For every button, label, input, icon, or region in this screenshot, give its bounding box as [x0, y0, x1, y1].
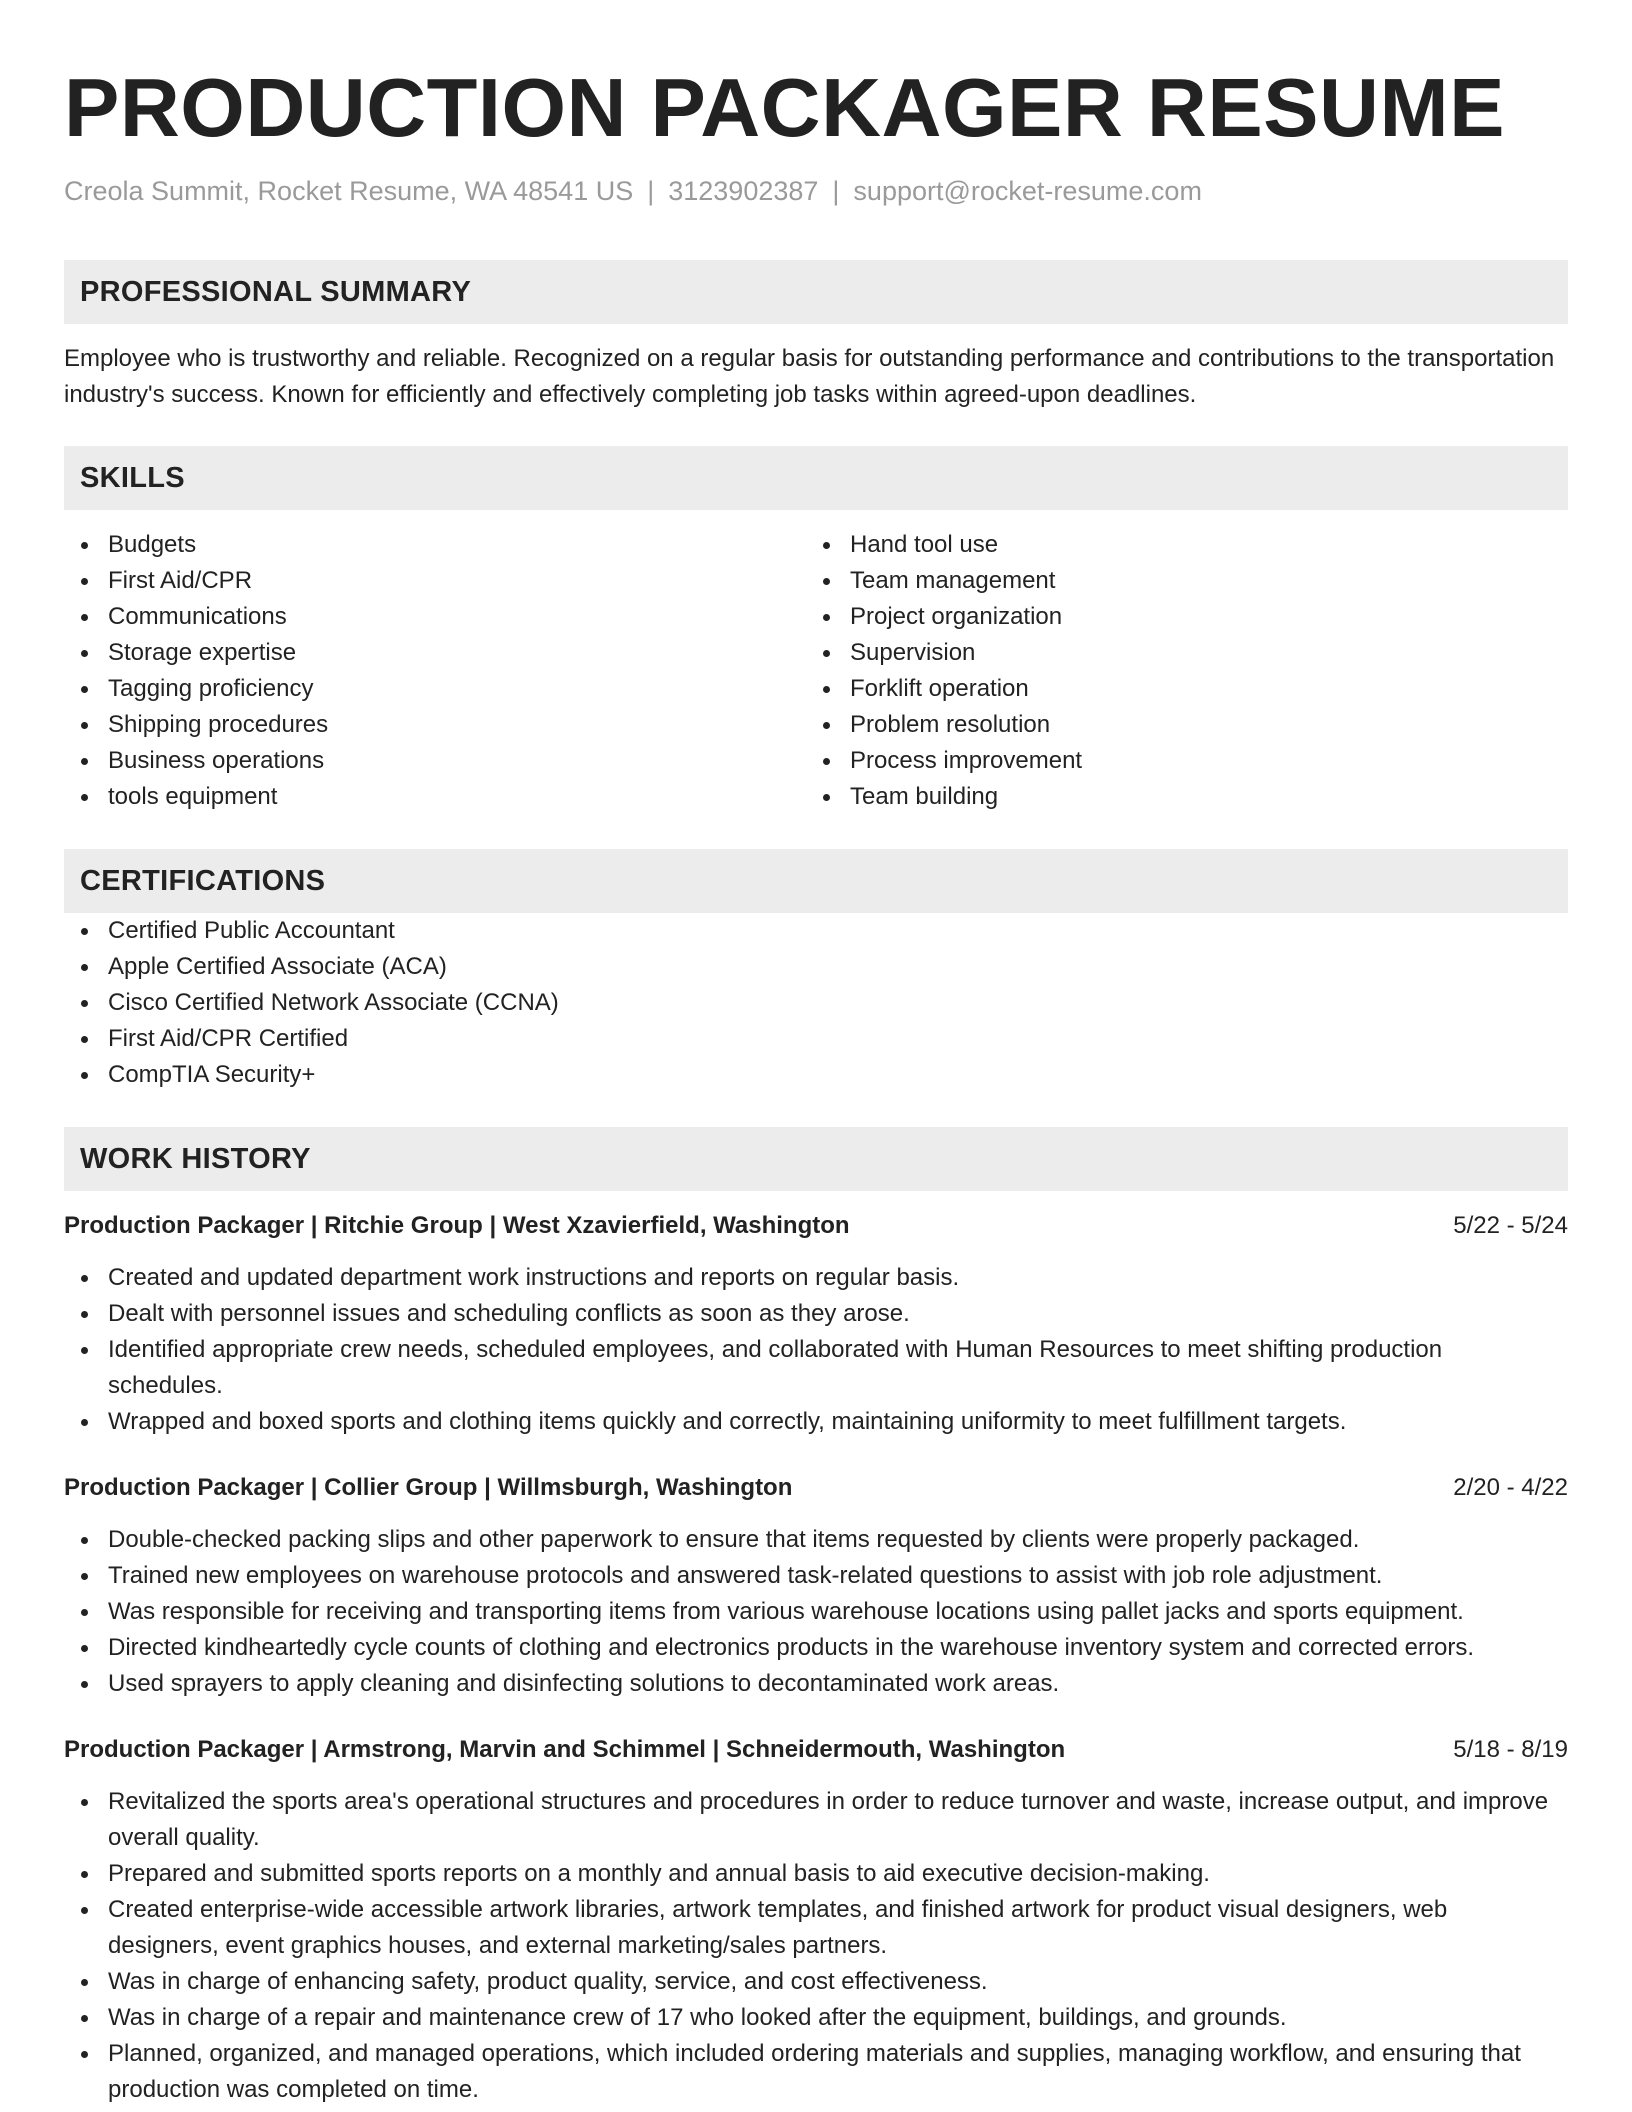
- skill-item: Problem resolution: [806, 707, 1548, 743]
- contact-separator: |: [832, 176, 840, 206]
- skill-item: tools equipment: [64, 779, 806, 815]
- certifications-list: [64, 913, 1568, 1093]
- contact-line: [64, 174, 1568, 208]
- job-bullet: Created and updated department work instructions and reports on regular basis.: [64, 1260, 1568, 1296]
- skill-item: Hand tool use: [806, 527, 1548, 563]
- contact-email[interactable]: support@rocket-resume.com: [853, 176, 1202, 206]
- skill-item: Business operations: [64, 743, 806, 779]
- section-header-summary: PROFESSIONAL SUMMARY: [64, 260, 1568, 324]
- job-bullet: Planned, organized, and managed operations, which included ordering materials and supplies, managing workflow, and ensuring that production was completed on time.: [64, 2036, 1568, 2108]
- certification-item: Certified Public Accountant: [64, 913, 1568, 949]
- job-bullet: Revitalized the sports area's operational structures and procedures in order to reduce turnover and waste, increase output, and improve overall quality.: [64, 1784, 1568, 1856]
- resume-page: [64, 0, 1568, 2108]
- skill-item: Forklift operation: [806, 671, 1548, 707]
- job-title: Production Packager | Ritchie Group | West Xzavierfield, Washington: [64, 1212, 850, 1239]
- job-bullet: Directed kindheartedly cycle counts of clothing and electronics products in the warehouse inventory system and corrected errors.: [64, 1630, 1568, 1666]
- skill-item: Communications: [64, 599, 806, 635]
- job-title: Production Packager | Armstrong, Marvin and Schimmel | Schneidermouth, Washington: [64, 1736, 1066, 1763]
- certification-item: Cisco Certified Network Associate (CCNA): [64, 985, 1568, 1021]
- job-dates: 5/22 - 5/24: [1453, 1212, 1568, 1239]
- section-header-skills: SKILLS: [64, 446, 1568, 510]
- job-header: [64, 1732, 1568, 1768]
- skill-item: Tagging proficiency: [64, 671, 806, 707]
- job-bullet: Wrapped and boxed sports and clothing items quickly and correctly, maintaining uniformity to meet fulfillment targets.: [64, 1404, 1568, 1440]
- job-entry: [64, 1732, 1568, 2108]
- skill-item: Project organization: [806, 599, 1548, 635]
- job-dates: 5/18 - 8/19: [1453, 1736, 1568, 1763]
- skill-item: Supervision: [806, 635, 1548, 671]
- section-header-work-history: WORK HISTORY: [64, 1127, 1568, 1191]
- contact-separator: |: [647, 176, 655, 206]
- skill-item: Shipping procedures: [64, 707, 806, 743]
- job-bullet: Dealt with personnel issues and scheduling conflicts as soon as they arose.: [64, 1296, 1568, 1332]
- skill-item: Team management: [806, 563, 1548, 599]
- job-title: Production Packager | Collier Group | Willmsburgh, Washington: [64, 1474, 793, 1501]
- contact-phone: 3123902387: [668, 176, 819, 206]
- certification-item: Apple Certified Associate (ACA): [64, 949, 1568, 985]
- contact-address: Creola Summit, Rocket Resume, WA 48541 US: [64, 176, 634, 206]
- job-bullet: Was responsible for receiving and transporting items from various warehouse locations using pallet jacks and sports equipment.: [64, 1594, 1568, 1630]
- skill-item: First Aid/CPR: [64, 563, 806, 599]
- job-dates: 2/20 - 4/22: [1453, 1474, 1568, 1501]
- job-bullets: [64, 1522, 1568, 1702]
- job-entry: [64, 1208, 1568, 1440]
- job-bullet: Identified appropriate crew needs, scheduled employees, and collaborated with Human Resources to meet shifting production schedules.: [64, 1332, 1568, 1404]
- job-header: [64, 1470, 1568, 1506]
- job-bullets: [64, 1784, 1568, 2108]
- skill-item: Team building: [806, 779, 1548, 815]
- job-bullets: [64, 1260, 1568, 1440]
- skills-list-right: [806, 527, 1548, 815]
- job-bullet: Created enterprise-wide accessible artwork libraries, artwork templates, and finished artwork for product visual designers, web designers, event graphics houses, and external marketing/sales partners.: [64, 1892, 1568, 1964]
- job-bullet: Trained new employees on warehouse protocols and answered task-related questions to assist with job role adjustment.: [64, 1558, 1568, 1594]
- skills-list-left: [64, 527, 806, 815]
- summary-text: Employee who is trustworthy and reliable. Recognized on a regular basis for outstanding performance and contributions to the transportation industry's success. Known for efficiently and effectively completing job tasks within agreed-upon deadlines.: [64, 345, 1555, 408]
- section-header-certifications: CERTIFICATIONS: [64, 849, 1568, 913]
- certification-item: First Aid/CPR Certified: [64, 1021, 1568, 1057]
- job-entry: [64, 1470, 1568, 1702]
- job-bullet: Was in charge of a repair and maintenance crew of 17 who looked after the equipment, buildings, and grounds.: [64, 2000, 1568, 2036]
- job-bullet: Was in charge of enhancing safety, product quality, service, and cost effectiveness.: [64, 1964, 1568, 2000]
- certification-item: CompTIA Security+: [64, 1057, 1568, 1093]
- skill-item: Process improvement: [806, 743, 1548, 779]
- skills-grid: [64, 527, 1568, 815]
- job-header: [64, 1208, 1568, 1244]
- resume-title: PRODUCTION PACKAGER RESUME: [64, 61, 1505, 154]
- job-bullet: Double-checked packing slips and other paperwork to ensure that items requested by clients were properly packaged.: [64, 1522, 1568, 1558]
- skill-item: Budgets: [64, 527, 806, 563]
- job-bullet: Used sprayers to apply cleaning and disinfecting solutions to decontaminated work areas.: [64, 1666, 1568, 1702]
- skill-item: Storage expertise: [64, 635, 806, 671]
- job-bullet: Prepared and submitted sports reports on a monthly and annual basis to aid executive decision-making.: [64, 1856, 1568, 1892]
